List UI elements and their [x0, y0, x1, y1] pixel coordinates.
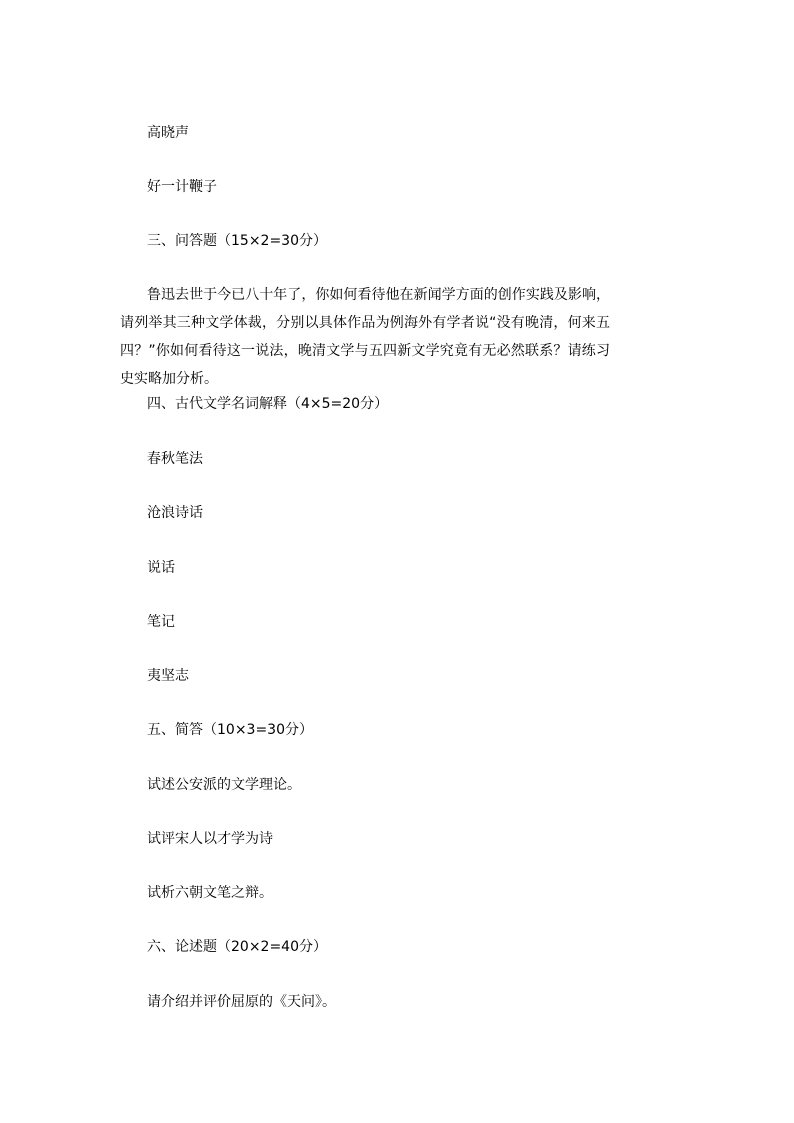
term-gao-xiao-sheng: 高晓声 — [147, 125, 189, 141]
section-4-term: 沧浪诗话 — [147, 505, 203, 521]
section-5-heading: 五、简答（10×3=30分） — [147, 722, 313, 738]
section-5-question: 试述公安派的文学理论。 — [147, 777, 301, 793]
section-3-question: 鲁迅去世于今已八十年了，你如何看待他在新闻学方面的创作实践及影响，请列举其三种文学体裁，分别以具体作品为例海外有学者说“没有晚清，何来五四？”你如何看待这一说法，晚清文学与五四新文学究竟有无必然联系？请练习史实略加分析。 — [120, 287, 610, 387]
section-5-question: 试评宋人以才学为诗 — [147, 831, 273, 847]
section-5-question: 试析六朝文笔之辩。 — [147, 885, 273, 901]
section-4-term: 春秋笔法 — [147, 451, 203, 467]
section-6-heading: 六、论述题（20×2=40分） — [147, 939, 327, 955]
section-4-heading: 四、古代文学名词解释（4×5=20分） — [147, 396, 389, 412]
section-4-term: 夷坚志 — [147, 668, 189, 684]
section-3-heading: 三、问答题（15×2=30分） — [147, 233, 327, 249]
section-6-question: 请介绍并评价屈原的《天问》。 — [147, 994, 336, 1010]
section-4-term: 笔记 — [147, 614, 175, 630]
term-hao-yi-ji-bian-zi: 好一计鞭子 — [147, 179, 217, 195]
section-4-term: 说话 — [147, 560, 175, 576]
